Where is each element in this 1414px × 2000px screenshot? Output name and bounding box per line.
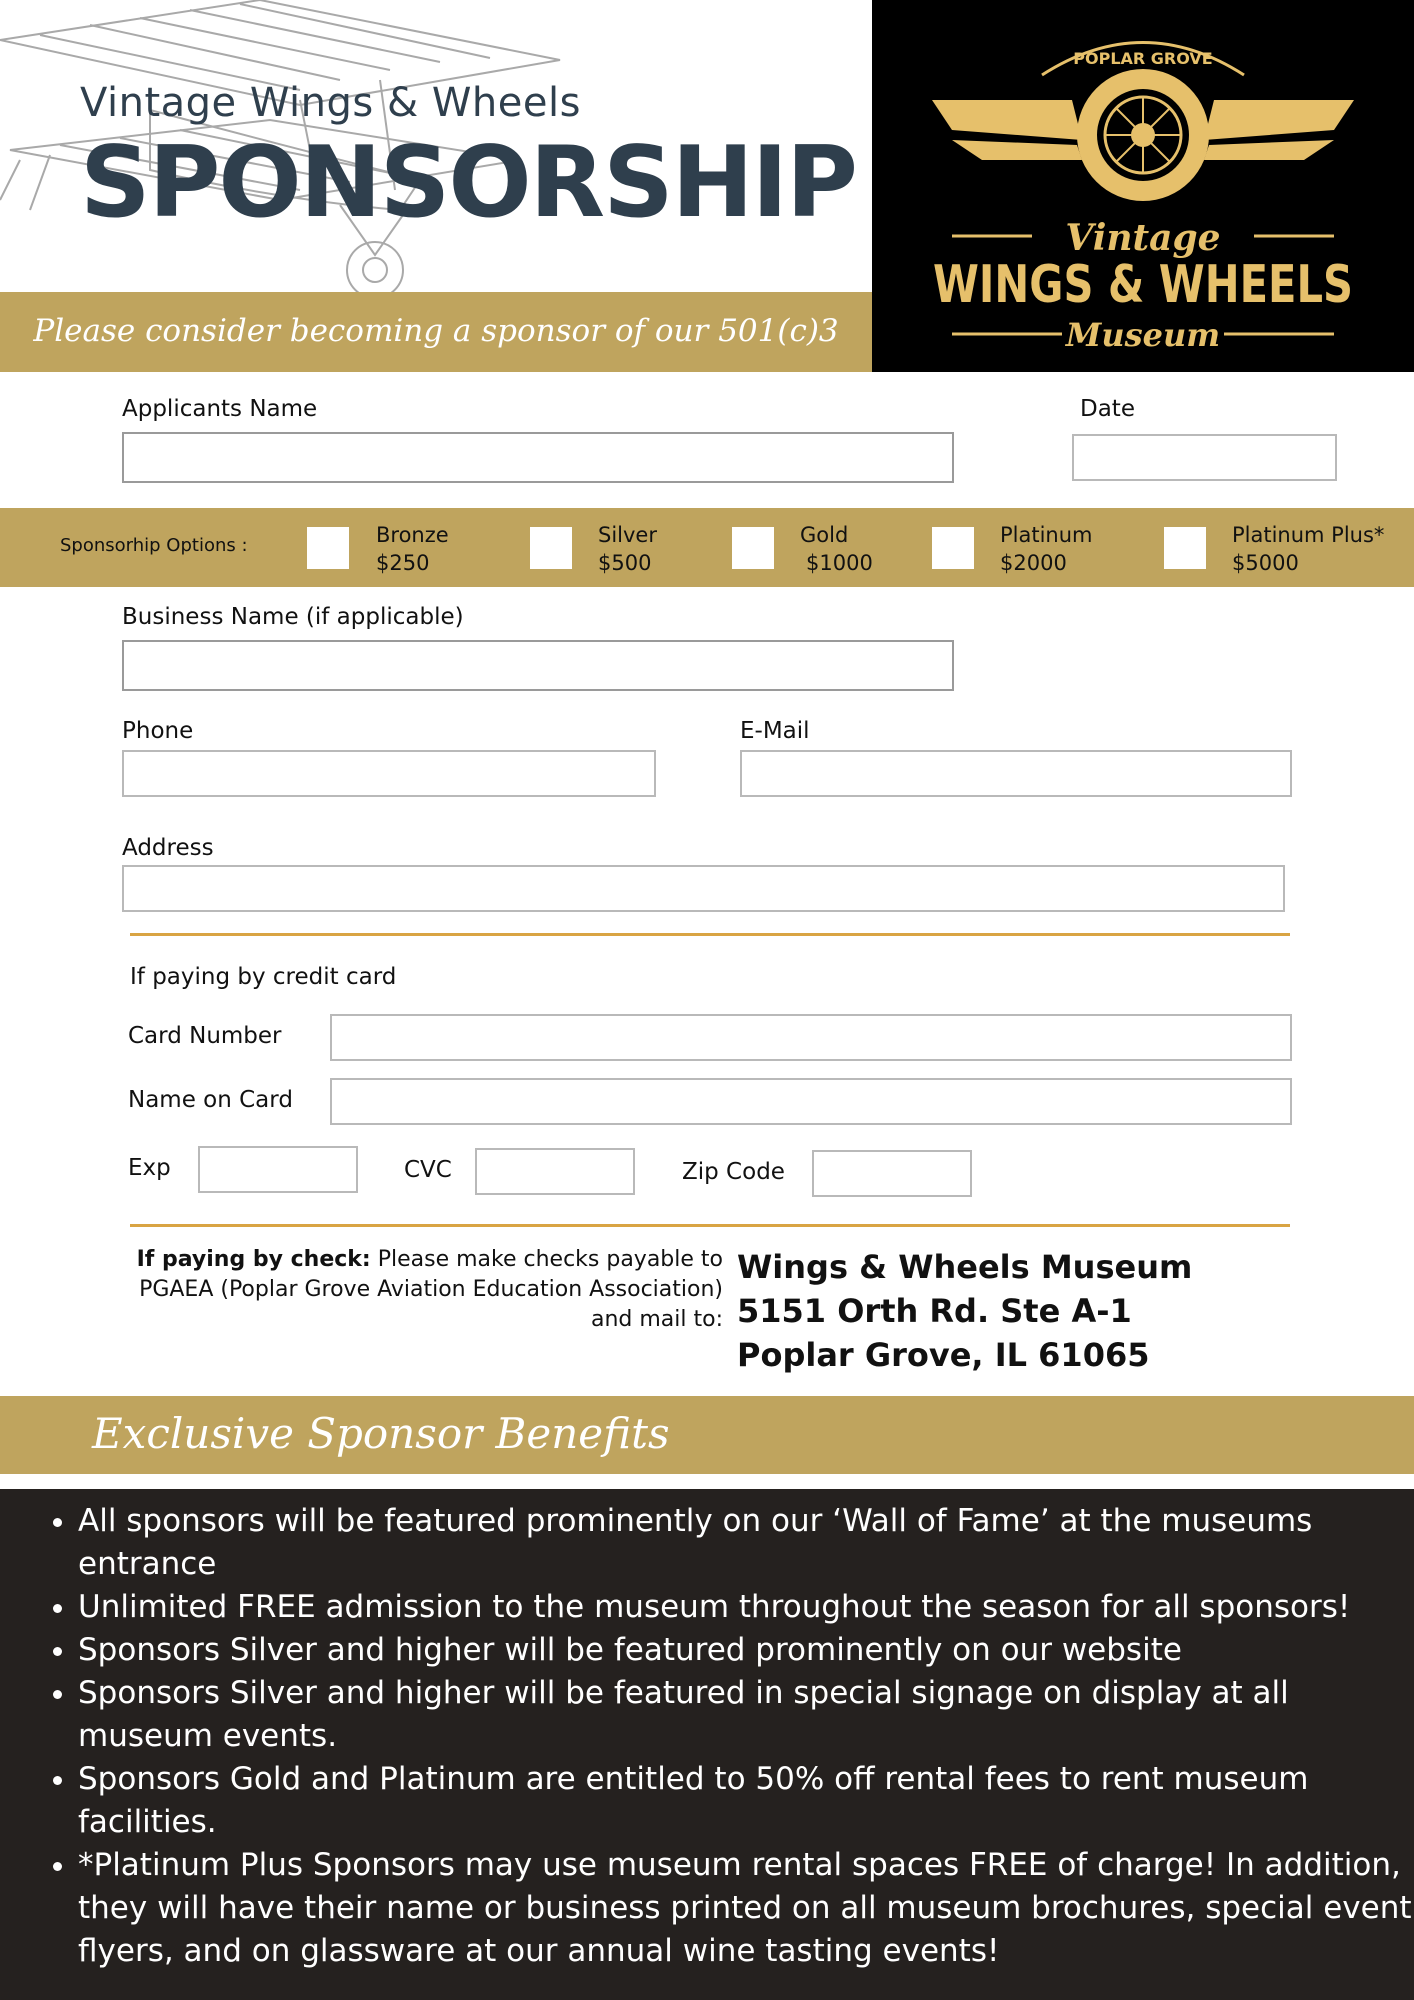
sponsorship-options-label: Sponsorhip Options : [60, 535, 248, 556]
divider-top [130, 933, 1290, 936]
name-on-card-field[interactable] [330, 1078, 1292, 1125]
option-name: Silver [598, 523, 657, 547]
benefit-item: • *Platinum Plus Sponsors may use museum rental spaces FREE of charge! In addition, they will have their name or business printed on all museum brochures, special event flyers, and on glassware at our annual wine tasting events! [78, 1844, 1414, 1973]
address-line: Wings & Wheels Museum [737, 1248, 1193, 1286]
check-instructions [120, 1245, 723, 1335]
option-name: Bronze [376, 523, 449, 547]
option-gold [800, 521, 873, 577]
benefits-title: Exclusive Sponsor Benefits [92, 1409, 670, 1458]
card-number-label: Card Number [128, 1023, 282, 1049]
logo-arc-text: POPLAR GROVE [1073, 49, 1213, 68]
zip-code-field[interactable] [812, 1150, 972, 1197]
benefit-item: • All sponsors will be featured prominently on our ‘Wall of Fame’ at the museums entrance [78, 1500, 1414, 1586]
option-bronze [376, 521, 449, 577]
card-number-field[interactable] [330, 1014, 1292, 1061]
option-price: $5000 [1232, 551, 1299, 575]
option-platinum [1000, 521, 1093, 577]
header-left [0, 0, 872, 292]
tagline-text: Please consider becoming a sponsor of our 501(c)3 organization! [33, 313, 839, 427]
option-name: Platinum Plus* [1232, 523, 1385, 547]
date-label: Date [1080, 396, 1135, 422]
benefit-item: • Unlimited FREE admission to the museum throughout the season for all sponsors! [78, 1586, 1414, 1629]
applicant-name-field[interactable] [122, 432, 954, 483]
exp-label: Exp [128, 1155, 171, 1181]
option-name: Platinum [1000, 523, 1093, 547]
date-field[interactable] [1072, 434, 1337, 481]
option-price: $2000 [1000, 551, 1067, 575]
check-body: Please make checks payable to PGAEA (Poplar Grove Aviation Education Association) and mail to: [139, 1247, 723, 1332]
email-label: E-Mail [740, 718, 810, 744]
credit-card-heading: If paying by credit card [130, 964, 397, 990]
platinum-checkbox[interactable] [932, 527, 974, 569]
benefits-list [48, 1500, 1414, 1973]
option-price: $1000 [806, 551, 873, 575]
check-lead: If paying by check: [136, 1247, 371, 1272]
silver-checkbox[interactable] [530, 527, 572, 569]
logo-script-bottom: Museum [1065, 316, 1221, 354]
phone-field[interactable] [122, 750, 656, 797]
phone-label: Phone [122, 718, 194, 744]
option-name: Gold [800, 523, 849, 547]
email-field[interactable] [740, 750, 1292, 797]
zip-code-label: Zip Code [682, 1159, 785, 1185]
header-subtitle: Vintage Wings & Wheels [80, 80, 581, 126]
address-label: Address [122, 835, 214, 861]
applicant-name-label: Applicants Name [122, 396, 318, 422]
benefit-item: • Sponsors Gold and Platinum are entitled to 50% off rental fees to rent museum facilities. [78, 1758, 1414, 1844]
museum-logo [872, 0, 1414, 372]
museum-logo-panel [872, 0, 1414, 372]
name-on-card-label: Name on Card [128, 1087, 293, 1113]
business-name-label: Business Name (if applicable) [122, 604, 464, 630]
exp-field[interactable] [198, 1146, 358, 1193]
logo-main-text: WINGS & WHEELS [933, 255, 1353, 315]
mailing-address [737, 1245, 1192, 1377]
platinum-plus-checkbox[interactable] [1164, 527, 1206, 569]
gold-checkbox[interactable] [732, 527, 774, 569]
option-platinum-plus [1232, 521, 1384, 577]
address-line: Poplar Grove, IL 61065 [737, 1336, 1150, 1374]
benefit-item: • Sponsors Silver and higher will be featured prominently on our website [78, 1629, 1414, 1672]
address-line: 5151 Orth Rd. Ste A-1 [737, 1292, 1132, 1330]
business-name-field[interactable] [122, 640, 954, 691]
option-price: $250 [376, 551, 430, 575]
bronze-checkbox[interactable] [307, 527, 349, 569]
logo-script-top: Vintage [1065, 217, 1221, 259]
option-price: $500 [598, 551, 652, 575]
divider-bottom [130, 1224, 1290, 1227]
header-title: SPONSORSHIP [80, 126, 856, 240]
address-field[interactable] [122, 865, 1285, 912]
benefit-item: • Sponsors Silver and higher will be featured in special signage on display at all museum events. [78, 1672, 1414, 1758]
cvc-label: CVC [404, 1157, 452, 1183]
option-silver [598, 521, 657, 577]
cvc-field[interactable] [475, 1148, 635, 1195]
